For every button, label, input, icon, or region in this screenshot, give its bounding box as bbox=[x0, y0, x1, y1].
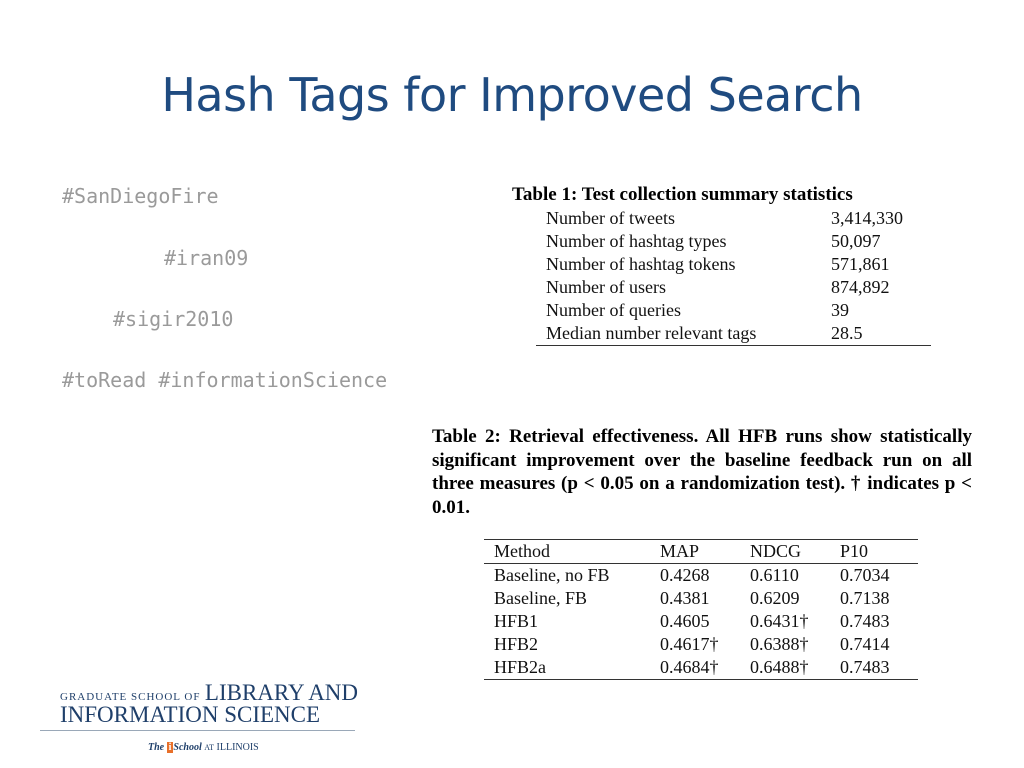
table-cell: 0.6431† bbox=[750, 611, 809, 631]
column-header-p10: P10 bbox=[840, 540, 918, 564]
table-cell: 0.4381 bbox=[660, 588, 710, 608]
table-cell: HFB2a bbox=[494, 657, 547, 677]
table1-caption: Table 1: Test collection summary statistics bbox=[512, 184, 853, 205]
table-cell: HFB2 bbox=[494, 634, 539, 654]
table-cell: 0.4605 bbox=[660, 611, 710, 631]
logo-the-text: The bbox=[148, 742, 165, 753]
table-cell: 0.7138 bbox=[840, 588, 890, 608]
table1 bbox=[536, 207, 931, 346]
table-row bbox=[484, 633, 918, 656]
logo-information-science-text: INFORMATION SCIENCE bbox=[60, 702, 321, 727]
ischool-logo bbox=[148, 742, 259, 753]
table-header-row bbox=[484, 540, 918, 564]
table-row bbox=[484, 587, 918, 610]
table-cell: 571,861 bbox=[831, 254, 890, 274]
table-cell: Baseline, FB bbox=[494, 588, 587, 608]
table-cell: 0.6488† bbox=[750, 657, 809, 677]
logo-illinois-text: ILLINOIS bbox=[216, 742, 259, 753]
hashtag-toread-informationscience: #toRead #informationScience bbox=[62, 368, 388, 392]
table-cell: 0.4268 bbox=[660, 565, 710, 585]
slide-title: Hash Tags for Improved Search bbox=[161, 68, 863, 122]
logo-school-text: School bbox=[173, 742, 202, 753]
hashtag-sigir2010: #sigir2010 bbox=[113, 307, 234, 331]
table-cell: 0.6110 bbox=[750, 565, 799, 585]
table-cell: Number of users bbox=[546, 277, 666, 297]
logo-graduate-school-text: GRADUATE SCHOOL OF bbox=[60, 691, 201, 703]
table-cell: Number of tweets bbox=[546, 208, 675, 228]
table-cell: Number of hashtag tokens bbox=[546, 254, 736, 274]
table-cell: 0.7034 bbox=[840, 565, 890, 585]
table-cell: 28.5 bbox=[831, 323, 863, 343]
table-cell: 874,892 bbox=[831, 277, 890, 297]
table-cell: Number of queries bbox=[546, 300, 681, 320]
table2-caption: Table 2: Retrieval effectiveness. All HFB runs show statistically significant improvement over the baseline feedback run on all three measures (p < 0.05 on a randomization test). † indicates p < 0.01. bbox=[432, 426, 972, 518]
table-cell: Baseline, no FB bbox=[494, 565, 610, 585]
table-cell: 50,097 bbox=[831, 231, 881, 251]
table-cell: 3,414,330 bbox=[831, 208, 903, 228]
column-header-method: Method bbox=[484, 540, 660, 564]
logo-divider bbox=[40, 730, 355, 731]
table-row bbox=[536, 230, 931, 253]
table-row bbox=[536, 253, 931, 276]
table-cell: 39 bbox=[831, 300, 849, 320]
table-cell: 0.4684† bbox=[660, 657, 719, 677]
table-row bbox=[536, 276, 931, 299]
table-cell: 0.7483 bbox=[840, 611, 890, 631]
table-row bbox=[536, 299, 931, 322]
table-cell: Number of hashtag types bbox=[546, 231, 727, 251]
table-cell: Median number relevant tags bbox=[546, 323, 757, 343]
table2 bbox=[484, 539, 918, 680]
table-row bbox=[484, 656, 918, 680]
hashtag-sandiegofire: #SanDiegoFire bbox=[62, 184, 219, 208]
table-row bbox=[536, 207, 931, 230]
table-cell: 0.6209 bbox=[750, 588, 800, 608]
table-cell: 0.7414 bbox=[840, 634, 890, 654]
column-header-ndcg: NDCG bbox=[750, 540, 840, 564]
ischool-i-icon: i bbox=[168, 742, 172, 753]
table-row bbox=[484, 564, 918, 588]
table-row bbox=[536, 322, 931, 346]
table-cell: HFB1 bbox=[494, 611, 539, 631]
logo-at-text: AT bbox=[204, 743, 215, 752]
table-row bbox=[484, 610, 918, 633]
column-header-map: MAP bbox=[660, 540, 750, 564]
table-cell: 0.6388† bbox=[750, 634, 809, 654]
hashtag-iran09: #iran09 bbox=[164, 246, 249, 270]
logo-library-text: LIBRARY AND bbox=[204, 680, 359, 705]
table-cell: 0.4617† bbox=[660, 634, 719, 654]
table-cell: 0.7483 bbox=[840, 657, 890, 677]
